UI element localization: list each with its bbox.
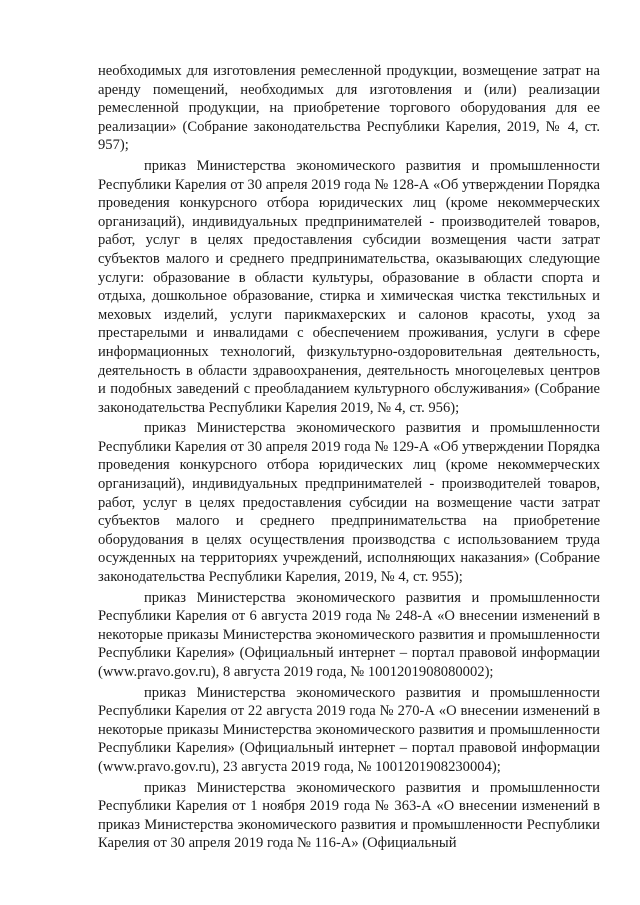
paragraph-order-128a: приказ Министерства экономического развития и промышленности Республики Карелия от 30 апреля 2019 года № 128-А «Об утверждении Порядка проведения конкурсного отбора юридических лиц (кроме некоммерческих организаций), индивидуальных предпринимателей - производителей товаров, работ, услуг в целях предоставления субсидии возмещения части затрат субъектов малого и среднего предпринимательства, оказывающих следующие услуги: образование в области культуры, образование в области спорта и отдыха, дошкольное образование, стирка и химическая чистка текстильных и меховых изделий, услуги парикмахерских и салонов красоты, уход за престарелыми и инвалидами с обеспечением проживания, услуги в сфере информационных технологий, физкультурно-оздоровительная деятельность, деятельность в области здравоохранения, деятельность многоцелевых центров и подобных заведений с преобладанием культурного обслуживания» (Собрание законодательства Республики Карелия 2019, № 4, ст. 956); bbox=[98, 157, 600, 416]
document-page bbox=[98, 62, 600, 855]
paragraph-order-129a: приказ Министерства экономического развития и промышленности Республики Карелия от 30 апреля 2019 года № 129-А «Об утверждении Порядка проведения конкурсного отбора юридических лиц (кроме некоммерческих организаций), индивидуальных предпринимателей - производителей товаров, работ, услуг в целях предоставления субсидии на возмещение части затрат субъектов малого и среднего предпринимательства на приобретение оборудования в целях осуществления производства с использованием труда осужденных на территориях учреждений, исполняющих наказания» (Собрание законодательства Республики Карелия, 2019, № 4, ст. 955); bbox=[98, 420, 600, 586]
paragraph-order-363a: приказ Министерства экономического развития и промышленности Республики Карелия от 1 ноября 2019 года № 363-А «О внесении изменений в приказ Министерства экономического развития и промышленности Республики Карелия от 30 апреля 2019 года № 116-А» (Официальный bbox=[98, 779, 600, 852]
paragraph-continuation: необходимых для изготовления ремесленной продукции, возмещение затрат на аренду помещений, необходимых для изготовления и (или) реализации ремесленной продукции, на приобретение торгового оборудования для ее реализации» (Собрание законодательства Республики Карелия, 2019, № 4, ст. 957); bbox=[98, 63, 600, 154]
paragraph-order-248a: приказ Министерства экономического развития и промышленности Республики Карелия от 6 августа 2019 года № 248-А «О внесении изменений в некоторые приказы Министерства экономического развития и промышленности Республики Карелия» (Официальный интернет – портал правовой информации (www.pravo.gov.ru), 8 августа 2019 года, № 1001201908080002); bbox=[98, 589, 600, 680]
paragraph-order-270a: приказ Министерства экономического развития и промышленности Республики Карелия от 22 августа 2019 года № 270-А «О внесении изменений в некоторые приказы Министерства экономического развития и промышленности Республики Карелия» (Официальный интернет – портал правовой информации (www.pravo.gov.ru), 23 августа 2019 года, № 1001201908230004); bbox=[98, 684, 600, 775]
